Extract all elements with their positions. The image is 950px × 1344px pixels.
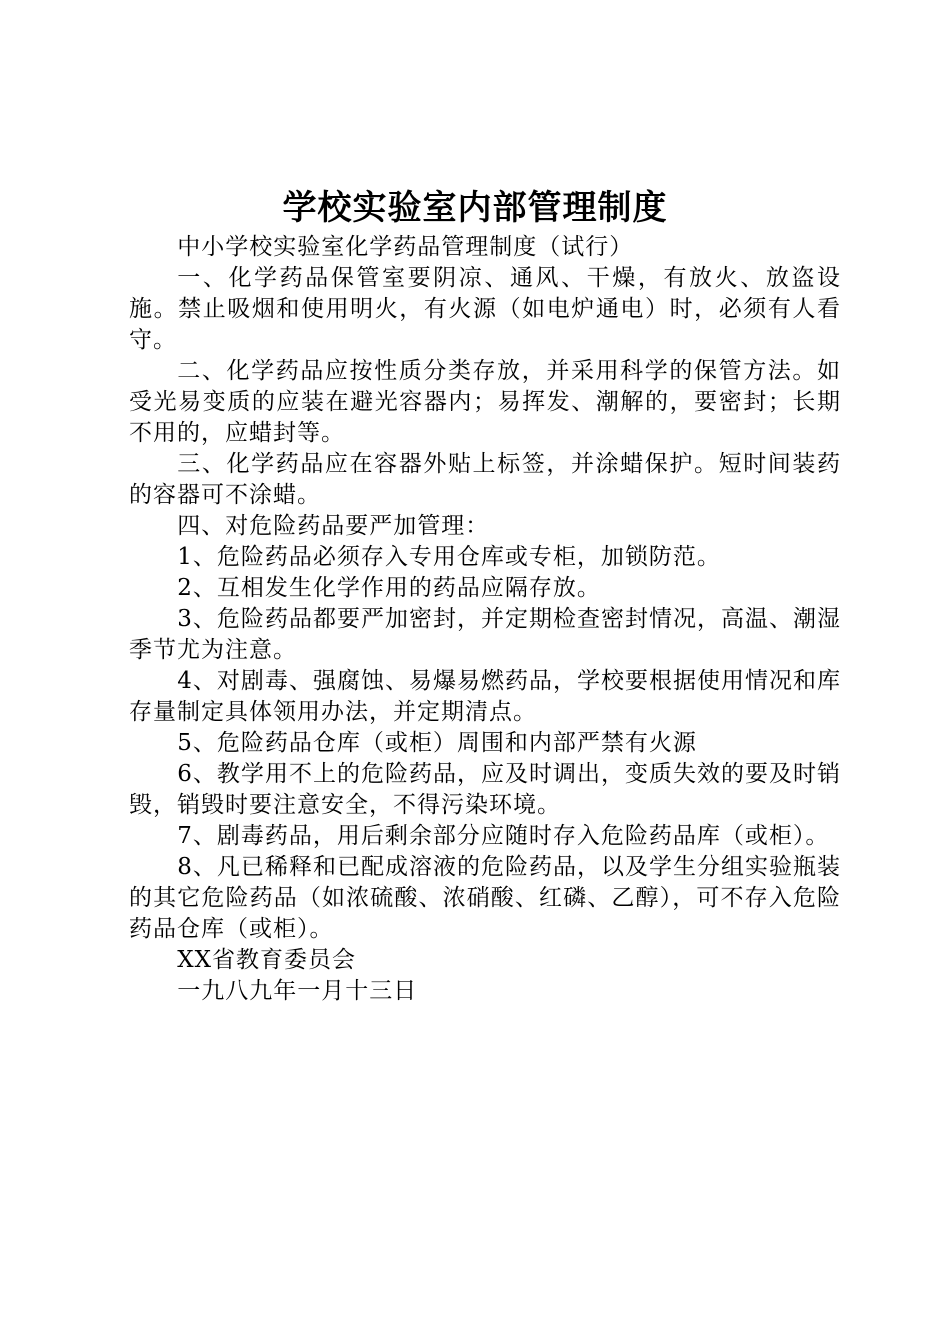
sub-rule-3: 3、危险药品都要严加密封，并定期检查密封情况，高温、潮湿季节尤为注意。 xyxy=(129,606,841,663)
sub-rule-5: 5、危险药品仓库（或柜）周围和内部严禁有火源 xyxy=(177,730,697,756)
sub-rule-8: 8、凡已稀释和已配成溶液的危险药品，以及学生分组实验瓶装的其它危险药品（如浓硫酸、浓硝酸、红磷、乙醇），可不存入危险药品仓库（或柜）。 xyxy=(129,854,841,942)
rule-paragraph-1: 一、化学药品保管室要阴凉、通风、干燥，有放火、放盗设施。禁止吸烟和使用明火，有火源（如电炉通电）时，必须有人看守。 xyxy=(129,265,841,353)
sub-rule-6: 6、教学用不上的危险药品，应及时调出，变质失效的要及时销毁，销毁时要注意安全，不得污染环境。 xyxy=(129,761,841,818)
issuer-line: XX省教育委员会 xyxy=(177,947,357,973)
date-line: 一九八九年一月十三日 xyxy=(177,978,418,1004)
sub-rule-7: 7、剧毒药品，用后剩余部分应随时存入危险药品库（或柜）。 xyxy=(177,823,830,849)
document-body xyxy=(129,232,841,1007)
document-title: 学校实验室内部管理制度 xyxy=(282,188,668,228)
sub-rule-1: 1、危险药品必须存入专用仓库或专柜，加锁防范。 xyxy=(177,544,721,570)
rule-paragraph-2: 二、化学药品应按性质分类存放，并采用科学的保管方法。如受光易变质的应装在避光容器内；易挥发、潮解的，要密封；长期不用的，应蜡封等。 xyxy=(129,358,841,446)
subtitle-paragraph: 中小学校实验室化学药品管理制度（试行） xyxy=(177,234,634,260)
sub-rule-4: 4、对剧毒、强腐蚀、易爆易燃药品，学校要根据使用情况和库存量制定具体领用办法，并定期清点。 xyxy=(129,668,841,725)
rule-paragraph-3: 三、化学药品应在容器外贴上标签，并涂蜡保护。短时间装药的容器可不涂蜡。 xyxy=(129,451,841,508)
rule-paragraph-4: 四、对危险药品要严加管理： xyxy=(177,513,490,539)
sub-rule-2: 2、互相发生化学作用的药品应隔存放。 xyxy=(177,575,601,601)
